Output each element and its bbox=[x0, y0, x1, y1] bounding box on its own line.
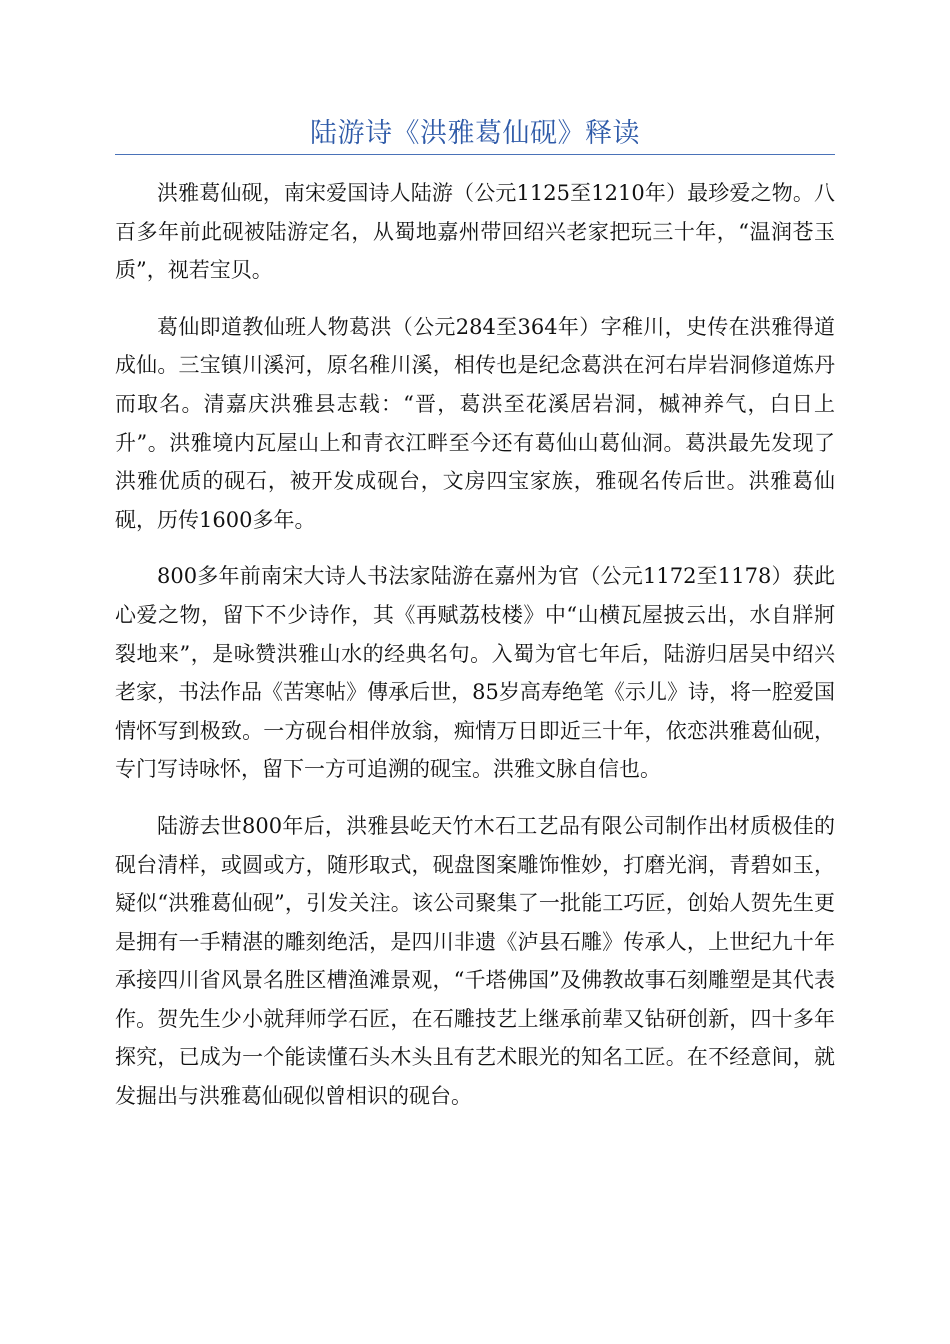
document-body bbox=[115, 174, 835, 1134]
paragraph-3: 800多年前南宋大诗人书法家陆游在嘉州为官（公元1172至1178）获此心爱之物，留下不少诗作，其《再赋荔枝楼》中“山横瓦屋披云出，水自牂牁裂地来”，是咏赞洪雅山水的经典名句。入蜀为官七年后，陆游归居吴中绍兴老家，书法作品《苦寒帖》傳承后世，85岁高寿绝笔《示儿》诗，将一腔爱国情怀写到极致。一方砚台相伴放翁，痴情万日即近三十年，依恋洪雅葛仙砚，专门写诗咏怀，留下一方可追溯的砚宝。洪雅文脉自信也。 bbox=[115, 564, 835, 782]
title-underline bbox=[115, 154, 835, 155]
paragraph-1: 洪雅葛仙砚，南宋爱国诗人陆游（公元1125至1210年）最珍爱之物。八百多年前此砚被陆游定名，从蜀地嘉州带回绍兴老家把玩三十年，“温润苍玉质”，视若宝贝。 bbox=[115, 181, 835, 283]
document-title: 陆游诗《洪雅葛仙砚》释读 bbox=[310, 118, 640, 149]
paragraph-4: 陆游去世800年后，洪雅县屹天竹木石工艺品有限公司制作出材质极佳的砚台清样，或圆或方，随形取式，砚盘图案雕饰惟妙，打磨光润，青碧如玉，疑似“洪雅葛仙砚”，引发关注。该公司聚集了一批能工巧匠，创始人贺先生更是拥有一手精湛的雕刻绝活，是四川非遗《泸县石雕》传承人，上世纪九十年承接四川省风景名胜区槽渔滩景观，“千塔佛国”及佛教故事石刻雕塑是其代表作。贺先生少小就拜师学石匠，在石雕技艺上继承前辈又钻研创新，四十多年探究，已成为一个能读懂石头木头且有艺术眼光的知名工匠。在不经意间，就发掘出与洪雅葛仙砚似曾相识的砚台。 bbox=[115, 813, 835, 1109]
paragraph-2: 葛仙即道教仙班人物葛洪（公元284至364年）字稚川，史传在洪雅得道成仙。三宝镇川溪河，原名稚川溪，相传也是纪念葛洪在河右岸岩洞修道炼丹而取名。清嘉庆洪雅县志载：“晋，葛洪至花溪居岩洞，槭神养气，白日上升”。洪雅境内瓦屋山上和青衣江畔至今还有葛仙山葛仙洞。葛洪最先发现了洪雅优质的砚石，被开发成砚台，文房四宝家族，雅砚名传后世。洪雅葛仙砚，历传1600多年。 bbox=[115, 314, 835, 532]
